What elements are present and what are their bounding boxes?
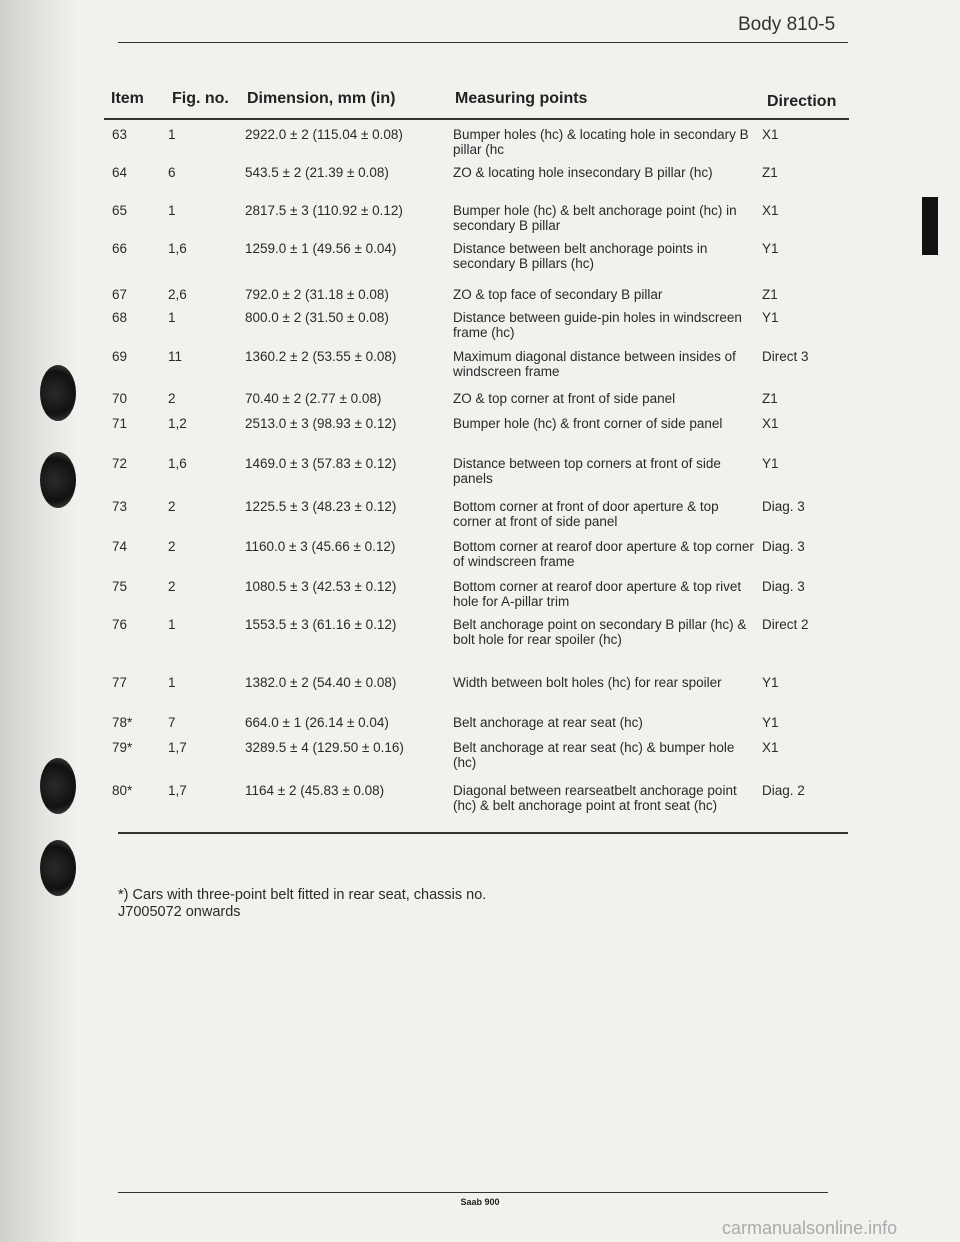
cell-dim: 792.0 ± 2 (31.18 ± 0.08) [245, 287, 389, 302]
cell-meas: Width between bolt holes (hc) for rear spoiler [453, 675, 722, 690]
cell-dir: X1 [762, 416, 779, 431]
cell-fig: 2,6 [168, 287, 187, 302]
cell-fig: 6 [168, 165, 176, 180]
footnote [118, 887, 518, 921]
cell-meas: Bottom corner at rearof door aperture & top rivet hole for A-pillar trim [453, 579, 742, 609]
cell-item: 71 [112, 416, 128, 431]
cell-dim: 800.0 ± 2 (31.50 ± 0.08) [245, 310, 389, 325]
footer-label: Saab 900 [460, 1197, 500, 1207]
cell-dir: Y1 [762, 715, 779, 730]
cell-meas: Diagonal between rearseatbelt anchorage point (hc) & belt anchorage point at front seat (hc) [453, 783, 737, 813]
cell-meas: ZO & locating hole insecondary B pillar (hc) [453, 165, 713, 180]
col-header-direction: Direction [767, 93, 837, 110]
cell-fig: 7 [168, 715, 176, 730]
cell-dim: 1382.0 ± 2 (54.40 ± 0.08) [245, 675, 397, 690]
cell-item: 69 [112, 349, 128, 364]
cell-dir: X1 [762, 127, 779, 142]
footer-rule [118, 1192, 828, 1193]
watermark: carmanualsonline.info [722, 1218, 898, 1238]
col-header-measuring-points: Measuring points [455, 90, 588, 107]
cell-meas: Bottom corner at front of door aperture & top corner at front of side panel [453, 499, 719, 529]
cell-dim: 3289.5 ± 4 (129.50 ± 0.16) [245, 740, 404, 755]
cell-fig: 1 [168, 675, 176, 690]
cell-dim: 1160.0 ± 3 (45.66 ± 0.12) [245, 539, 396, 554]
cell-dir: Z1 [762, 165, 778, 180]
page-header-title: Body 810-5 [738, 14, 836, 35]
cell-dim: 1225.5 ± 3 (48.23 ± 0.12) [245, 499, 397, 514]
cell-dir: X1 [762, 203, 779, 218]
cell-meas: Belt anchorage point on secondary B pillar (hc) & bolt hole for rear spoiler (hc) [453, 617, 747, 647]
cell-meas: Distance between guide-pin holes in windscreen frame (hc) [453, 310, 742, 340]
cell-dir: Y1 [762, 241, 779, 256]
col-header-dimension: Dimension, mm (in) [247, 90, 396, 107]
cell-meas: Bottom corner at rearof door aperture & top corner of windscreen frame [453, 539, 754, 569]
cell-dir: Z1 [762, 391, 778, 406]
cell-meas: ZO & top corner at front of side panel [453, 391, 676, 406]
cell-fig: 1,7 [168, 783, 187, 798]
cell-dim: 664.0 ± 1 (26.14 ± 0.04) [245, 715, 389, 730]
col-header-fig: Fig. no. [172, 90, 229, 107]
binder-ring-hole [40, 365, 76, 421]
cell-dim: 2513.0 ± 3 (98.93 ± 0.12) [245, 416, 397, 431]
cell-meas: Bumper hole (hc) & belt anchorage point (hc) in secondary B pillar [453, 203, 737, 233]
cell-dir: Direct 2 [762, 617, 809, 632]
table-bottom-rule [118, 832, 848, 834]
cell-item: 78* [112, 715, 133, 730]
binder-ring-hole [40, 840, 76, 896]
cell-fig: 2 [168, 391, 176, 406]
footnote-text: Cars with three-point belt fitted in rear seat, chassis no. J7005072 onwards [118, 887, 487, 920]
cell-fig: 1,7 [168, 740, 187, 755]
cell-item: 70 [112, 391, 128, 406]
cell-fig: 1 [168, 127, 176, 142]
cell-dir: Diag. 3 [762, 539, 805, 554]
cell-dim: 1164 ± 2 (45.83 ± 0.08) [245, 783, 385, 798]
cell-item: 75 [112, 579, 128, 594]
cell-fig: 1,2 [168, 416, 187, 431]
cell-item: 76 [112, 617, 128, 632]
cell-fig: 2 [168, 539, 176, 554]
cell-dim: 1080.5 ± 3 (42.53 ± 0.12) [245, 579, 397, 594]
cell-meas: Belt anchorage at rear seat (hc) & bumper hole (hc) [453, 740, 735, 770]
cell-meas: Belt anchorage at rear seat (hc) [453, 715, 643, 730]
cell-meas: Distance between top corners at front of side panels [453, 456, 721, 486]
cell-dir: Y1 [762, 675, 779, 690]
cell-fig: 11 [168, 349, 183, 364]
cell-dir: Diag. 3 [762, 579, 805, 594]
binding-edge [0, 0, 78, 1242]
cell-dir: Z1 [762, 287, 778, 302]
cell-dim: 2922.0 ± 2 (115.04 ± 0.08) [245, 127, 403, 142]
cell-item: 63 [112, 127, 128, 142]
col-header-item: Item [111, 90, 144, 107]
section-tab-marker [922, 197, 938, 255]
cell-fig: 2 [168, 579, 176, 594]
binder-ring-hole [40, 758, 76, 814]
cell-dir: Diag. 3 [762, 499, 805, 514]
cell-item: 66 [112, 241, 128, 256]
cell-dim: 2817.5 ± 3 (110.92 ± 0.12) [245, 203, 403, 218]
cell-meas: Distance between belt anchorage points in secondary B pillars (hc) [453, 241, 708, 271]
cell-fig: 1 [168, 203, 176, 218]
cell-dir: Y1 [762, 310, 779, 325]
cell-item: 65 [112, 203, 128, 218]
cell-fig: 1,6 [168, 241, 187, 256]
cell-fig: 2 [168, 499, 176, 514]
cell-dir: Diag. 2 [762, 783, 805, 798]
cell-dir: X1 [762, 740, 779, 755]
cell-fig: 1,6 [168, 456, 187, 471]
cell-item: 72 [112, 456, 128, 471]
cell-item: 77 [112, 675, 128, 690]
cell-item: 73 [112, 499, 128, 514]
cell-dim: 1360.2 ± 2 (53.55 ± 0.08) [245, 349, 397, 364]
cell-meas: Bumper hole (hc) & front corner of side panel [453, 416, 723, 431]
cell-item: 74 [112, 539, 128, 554]
header-rule [118, 42, 848, 43]
cell-item: 67 [112, 287, 128, 302]
cell-meas: Maximum diagonal distance between insides of windscreen frame [453, 349, 736, 379]
cell-meas: Bumper holes (hc) & locating hole in secondary B pillar (hc [453, 127, 749, 157]
cell-dir: Direct 3 [762, 349, 809, 364]
cell-item: 68 [112, 310, 128, 325]
cell-dim: 543.5 ± 2 (21.39 ± 0.08) [245, 165, 389, 180]
cell-dim: 1259.0 ± 1 (49.56 ± 0.04) [245, 241, 397, 256]
cell-meas: ZO & top face of secondary B pillar [453, 287, 663, 302]
cell-item: 79* [112, 740, 133, 755]
cell-item: 64 [112, 165, 128, 180]
cell-item: 80* [112, 783, 133, 798]
cell-fig: 1 [168, 310, 176, 325]
cell-dir: Y1 [762, 456, 779, 471]
cell-fig: 1 [168, 617, 176, 632]
cell-dim: 1553.5 ± 3 (61.16 ± 0.12) [245, 617, 397, 632]
binder-ring-hole [40, 452, 76, 508]
cell-dim: 1469.0 ± 3 (57.83 ± 0.12) [245, 456, 397, 471]
cell-dim: 70.40 ± 2 (2.77 ± 0.08) [245, 391, 382, 406]
table-header-rule [104, 118, 849, 120]
footnote-mark: *) [118, 887, 129, 903]
